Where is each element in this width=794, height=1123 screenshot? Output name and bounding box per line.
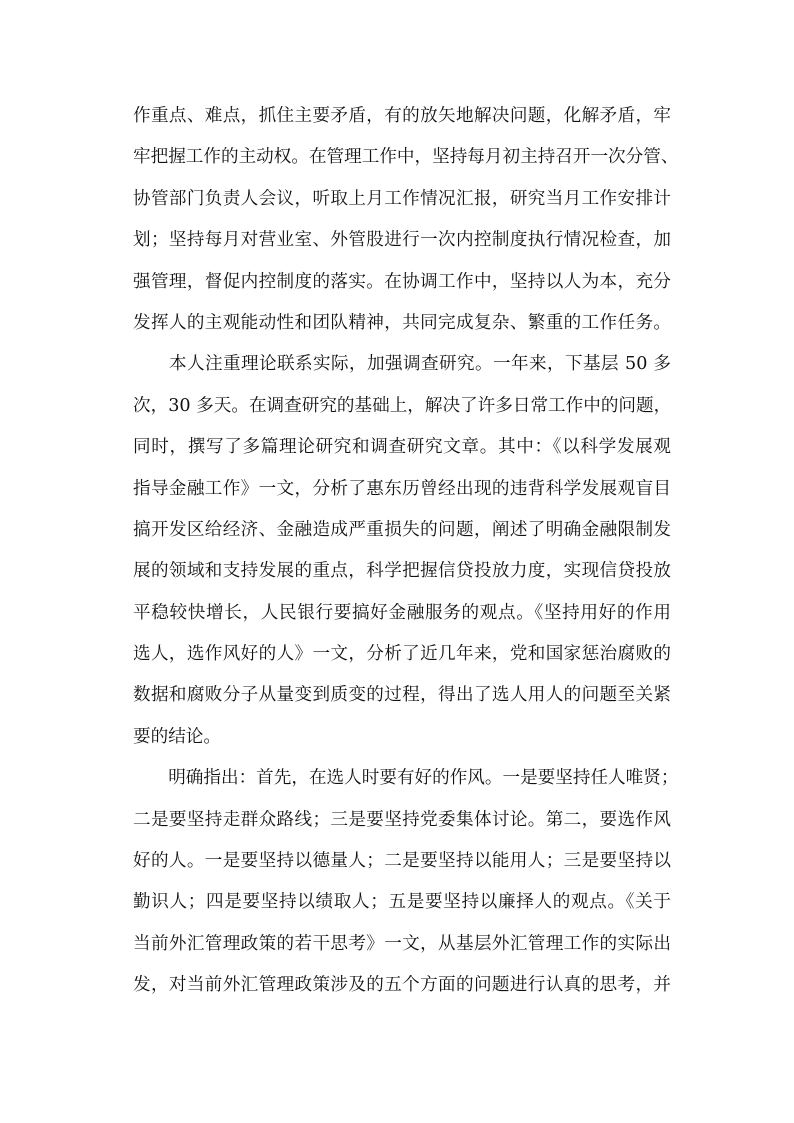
text-line: 明确指出：首先，在选人时要有好的作风。一是要坚持任人唯贤； [133, 768, 679, 789]
text-line: 发挥人的主观能动性和团队精神，共同完成复杂、繁重的工作任务。 [133, 312, 671, 333]
text-line: 牢把握工作的主动权。在管理工作中，坚持每月初主持召开一次分管、 [133, 147, 679, 168]
text-line: 选人，选作风好的人》一文，分析了近几年来，党和国家惩治腐败的 [133, 644, 671, 665]
text-line: 要的结论。 [133, 726, 221, 747]
text-line: 划；坚持每月对营业室、外管股进行一次内控制度执行情况检查，加 [133, 230, 671, 251]
text-line: 搞开发区给经济、金融造成严重损失的问题，阐述了明确金融限制发 [133, 519, 671, 540]
text-line: 勤识人；四是要坚持以绩取人；五是要坚持以廉择人的观点。《关于 [133, 892, 671, 913]
body-text [133, 96, 679, 1007]
text-line: 次，30 多天。在调查研究的基础上，解决了许多日常工作中的问题， [133, 395, 672, 416]
text-line: 强管理，督促内控制度的落实。在协调工作中，坚持以人为本，充分 [133, 271, 671, 292]
text-line: 二是要坚持走群众路线；三是要坚持党委集体讨论。第二，要选作风 [133, 809, 671, 830]
text-line: 指导金融工作》一文，分析了惠东历曾经出现的违背科学发展观盲目 [133, 478, 671, 499]
text-line: 作重点、难点，抓住主要矛盾，有的放矢地解决问题，化解矛盾，牢 [133, 106, 671, 126]
text-line: 好的人。一是要坚持以德量人；二是要坚持以能用人；三是要坚持以 [133, 851, 671, 872]
text-line: 展的领域和支持发展的重点，科学把握信贷投放力度，实现信贷投放 [133, 561, 671, 582]
text-line: 数据和腐败分子从量变到质变的过程，得出了选人用人的问题至关紧 [133, 685, 671, 706]
text-line: 本人注重理论联系实际，加强调查研究。一年来，下基层 50 多 [133, 354, 671, 375]
text-line: 平稳较快增长，人民银行要搞好金融服务的观点。《坚持用好的作用 [133, 602, 671, 623]
text-line: 协管部门负责人会议，听取上月工作情况汇报，研究当月工作安排计 [133, 188, 671, 209]
text-line: 发，对当前外汇管理政策涉及的五个方面的问题进行认真的思考，并 [133, 975, 671, 996]
text-line: 当前外汇管理政策的若干思考》一文，从基层外汇管理工作的实际出 [133, 933, 671, 954]
text-line: 同时，撰写了多篇理论研究和调查研究文章。其中：《以科学发展观 [133, 437, 671, 458]
